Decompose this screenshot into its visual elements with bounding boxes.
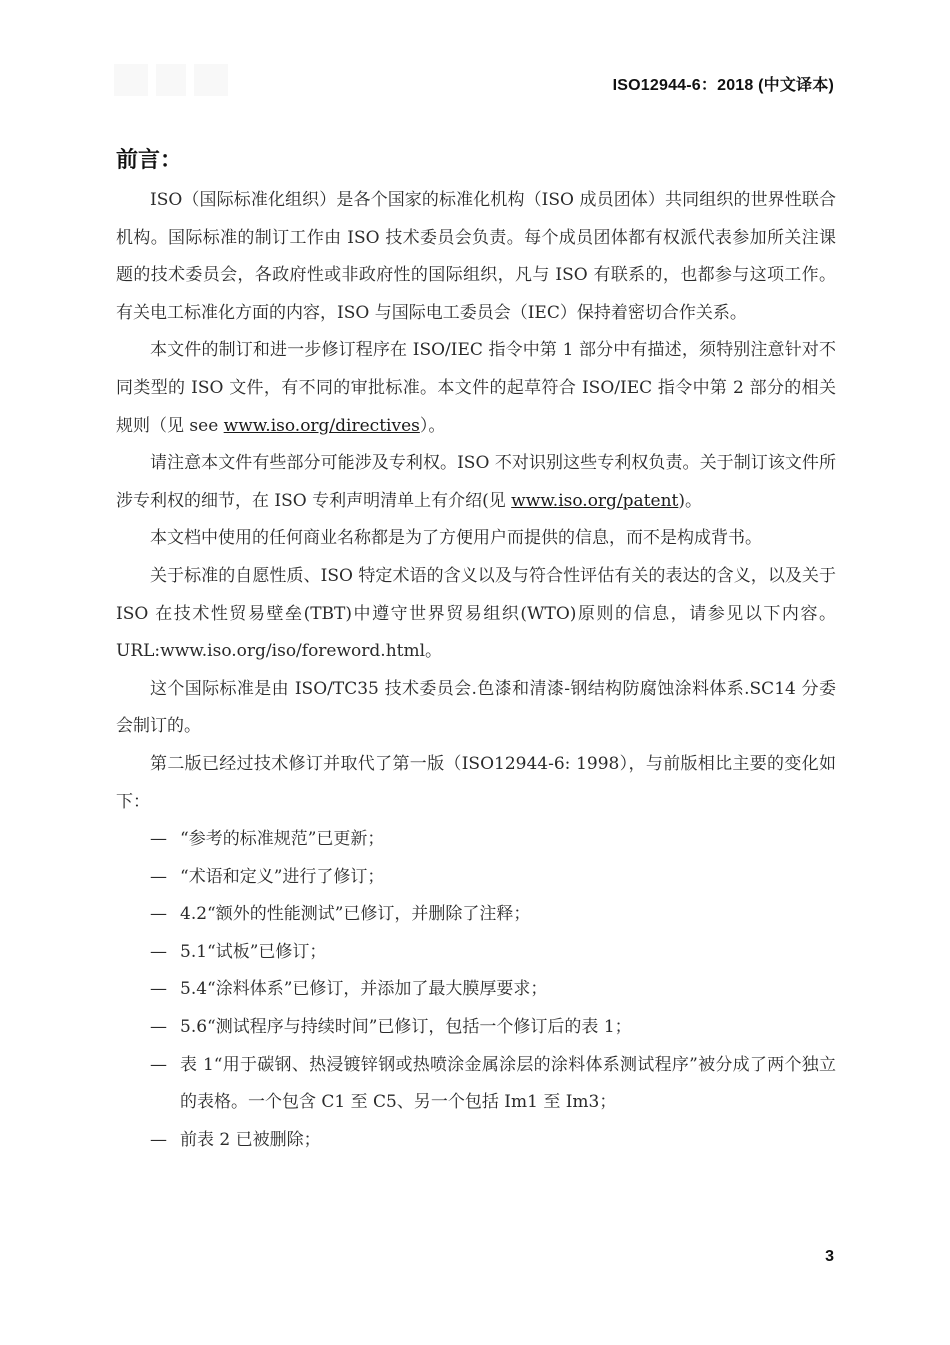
- paragraph-text-after: )。: [678, 490, 702, 511]
- list-item: [116, 971, 836, 1009]
- paragraph-iso-intro: ISO（国际标准化组织）是各个国家的标准化机构（ISO 成员团体）共同组织的世界性联合机构。国际标准的制订工作由 ISO 技术委员会负责。每个成员团体都有权派代表参加所关注课题的技术委员会，各政府性或非政府性的国际组织，凡与 ISO 有联系的，也都参与这项工作。有关电工标准化方面的内容，ISO 与国际电工委员会（IEC）保持着密切合作关系。: [116, 190, 836, 323]
- list-item: [116, 1047, 836, 1122]
- list-item-text: 4.2“额外的性能测试”已修订，并删除了注释；: [180, 904, 531, 925]
- list-item-text: “术语和定义”进行了修订；: [180, 866, 385, 887]
- list-item: [116, 1009, 836, 1047]
- list-item: [116, 821, 836, 859]
- dash-bullet: —: [150, 1129, 167, 1150]
- paragraph-voluntary-nature: 关于标准的自愿性质、ISO 特定术语的含义以及与符合性评估有关的表达的含义，以及关于 ISO 在技术性贸易壁垒(TBT)中遵守世界贸易组织(WTO)原则的信息，请参见以下内容。URL:www.iso.org/iso/foreword.html。: [116, 565, 836, 662]
- list-item-text: 5.1“试板”已修订；: [180, 941, 327, 962]
- paragraph-committee: 这个国际标准是由 ISO/TC35 技术委员会.色漆和清漆-钢结构防腐蚀涂料体系.SC14 分委会制订的。: [116, 678, 836, 737]
- dash-bullet: —: [150, 1017, 167, 1038]
- foreword-title: 前言：: [116, 147, 183, 173]
- dash-bullet: —: [150, 904, 167, 925]
- paragraph-second-edition: 第二版已经过技术修订并取代了第一版（ISO12944-6: 1998），与前版相比主要的变化如下：: [116, 753, 836, 812]
- dash-bullet: —: [150, 941, 167, 962]
- paragraph-text-after: ）。: [419, 415, 446, 436]
- document-header: ISO12944-6：2018 (中文译本): [612, 77, 834, 94]
- list-item-text: 表 1“用于碳钢、热浸镀锌钢或热喷涂金属涂层的涂料体系测试程序”被分成了两个独立的表格。一个包含 C1 至 C5、另一个包括 Im1 至 Im3；: [180, 1054, 836, 1113]
- changes-list: [116, 821, 836, 1159]
- paragraph-text: 本文件的制订和进一步修订程序在 ISO/IEC 指令中第 1 部分中有描述，须特别注意针对不同类型的 ISO 文件，有不同的审批标准。本文件的起草符合 ISO/IEC 指令中第 2 部分的相关规则（见 see: [116, 340, 836, 436]
- paragraph-trade-names: 本文档中使用的任何商业名称都是为了方便用户而提供的信息，而不是构成背书。: [150, 528, 762, 549]
- paragraph-directives: [116, 332, 836, 445]
- list-item-text: “参考的标准规范”已更新；: [180, 829, 385, 850]
- dash-bullet: —: [150, 866, 167, 887]
- list-item: [116, 1122, 836, 1160]
- list-item: [116, 934, 836, 972]
- list-item-text: 5.6“测试程序与持续时间”已修订，包括一个修订后的表 1；: [180, 1017, 632, 1038]
- list-item: [116, 859, 836, 897]
- list-item: [116, 896, 836, 934]
- paragraph-text: 请注意本文件有些部分可能涉及专利权。ISO 不对识别这些专利权负责。关于制订该文件所涉专利权的细节，在 ISO 专利声明清单上有介绍(见: [116, 453, 836, 511]
- dash-bullet: —: [150, 1054, 167, 1075]
- foreword-body: [116, 182, 836, 1159]
- list-item-text: 5.4“涂料体系”已修订，并添加了最大膜厚要求；: [180, 979, 548, 1000]
- list-item-text: 前表 2 已被删除；: [180, 1129, 321, 1150]
- dash-bullet: —: [150, 829, 167, 850]
- directives-link[interactable]: www.iso.org/directives: [223, 415, 420, 436]
- patent-link[interactable]: www.iso.org/patent: [511, 490, 679, 511]
- faint-logo-watermark: [112, 58, 232, 102]
- page-number: 3: [825, 1248, 834, 1265]
- paragraph-patents: [116, 445, 836, 520]
- dash-bullet: —: [150, 979, 167, 1000]
